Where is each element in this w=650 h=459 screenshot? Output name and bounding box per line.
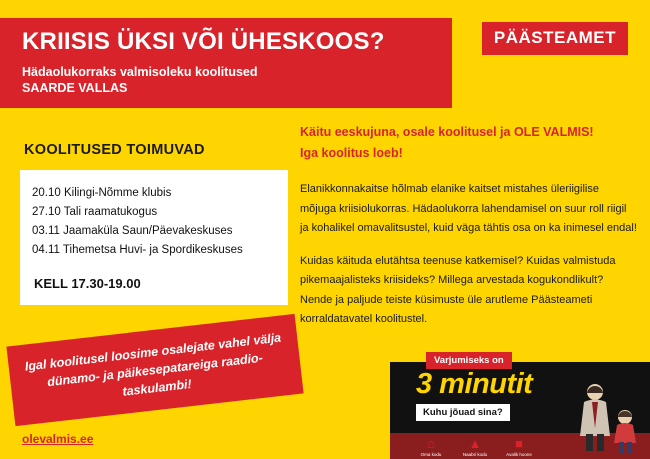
child-illustration: [608, 408, 642, 454]
courses-card: [20, 170, 288, 305]
body-paragraph: Kuidas käituda elutähtsa teenuse katkemisel? Kuidas valmistuda pikemaajalisteks kriisideks? Millega arvestada kogukondlikult? Nende ja paljude teiste küsimuste üle arutleme Päästeameti korraldatavatel koolitustel.: [300, 254, 616, 325]
list-item: 27.10 Tali raamatukogus: [32, 206, 158, 218]
neighbour-shelter-icon: [462, 437, 488, 458]
lottery-ribbon-text: Igal koolitusel loosime osalejate vahel välja dünamo- ja päikesepatareiga raadio-taskulambi!: [24, 330, 282, 399]
list-item: 03.11 Jaamaküla Saun/Päevakeskuses: [32, 225, 233, 237]
home-icon-caption: Oma kodu: [420, 452, 442, 457]
home-icon-glyph: ⌂: [427, 436, 435, 451]
lead-line-2: Iga koolitus loeb!: [300, 146, 403, 160]
shelter-promo: [390, 352, 650, 459]
shelter-icons: [418, 437, 532, 458]
page-subtitle: [22, 64, 258, 96]
lead-line-1: Käitu eeskujuna, osale koolitusel ja OLE VALMIS!: [300, 125, 594, 139]
public-icon-caption: Avalik hoone: [506, 452, 532, 457]
courses-list: [32, 184, 282, 260]
promo-badge: Varjumiseks on: [426, 352, 512, 369]
home-shelter-icon: [418, 437, 444, 458]
courses-heading: KOOLITUSED TOIMUVAD: [24, 142, 205, 158]
header-banner: [0, 18, 452, 108]
page-title: KRIISIS ÜKSI VÕI ÜHESKOOS?: [22, 28, 385, 55]
list-item: 20.10 Kilingi-Nõmme klubis: [32, 187, 172, 199]
lead-text: [300, 122, 635, 164]
neighbour-icon-caption: Naabri kodu: [462, 452, 488, 457]
lottery-ribbon: [6, 314, 303, 426]
list-item: 04.11 Tihemetsa Huvi- ja Spordikeskuses: [32, 244, 243, 256]
subtitle-line-2: SAARDE VALLAS: [22, 81, 128, 95]
courses-time: KELL 17.30-19.00: [34, 276, 141, 291]
body-paragraph: Elanikkonnakaitse hõlmab elanike kaitset mistahes üleriigilise mõjuga kriisiolukorras. Hädaolukorra lahendamisel on suur roll riigil ja kohalikel omavalitsustel, kuid väga tähtis osa on ka inimesel endal!: [300, 183, 637, 234]
body-text: [300, 180, 638, 343]
subtitle-line-1: Hädaolukorraks valmisoleku koolitused: [22, 65, 258, 79]
neighbour-icon-glyph: ▲: [468, 436, 482, 451]
public-building-icon: [506, 437, 532, 458]
public-icon-glyph: ■: [515, 436, 523, 451]
website-link[interactable]: olevalmis.ee: [22, 432, 94, 446]
promo-headline: 3 minutit: [416, 368, 533, 400]
promo-question: Kuhu jõuad sina?: [416, 404, 510, 421]
paasteamet-logo: PÄÄSTEAMET: [482, 22, 628, 55]
